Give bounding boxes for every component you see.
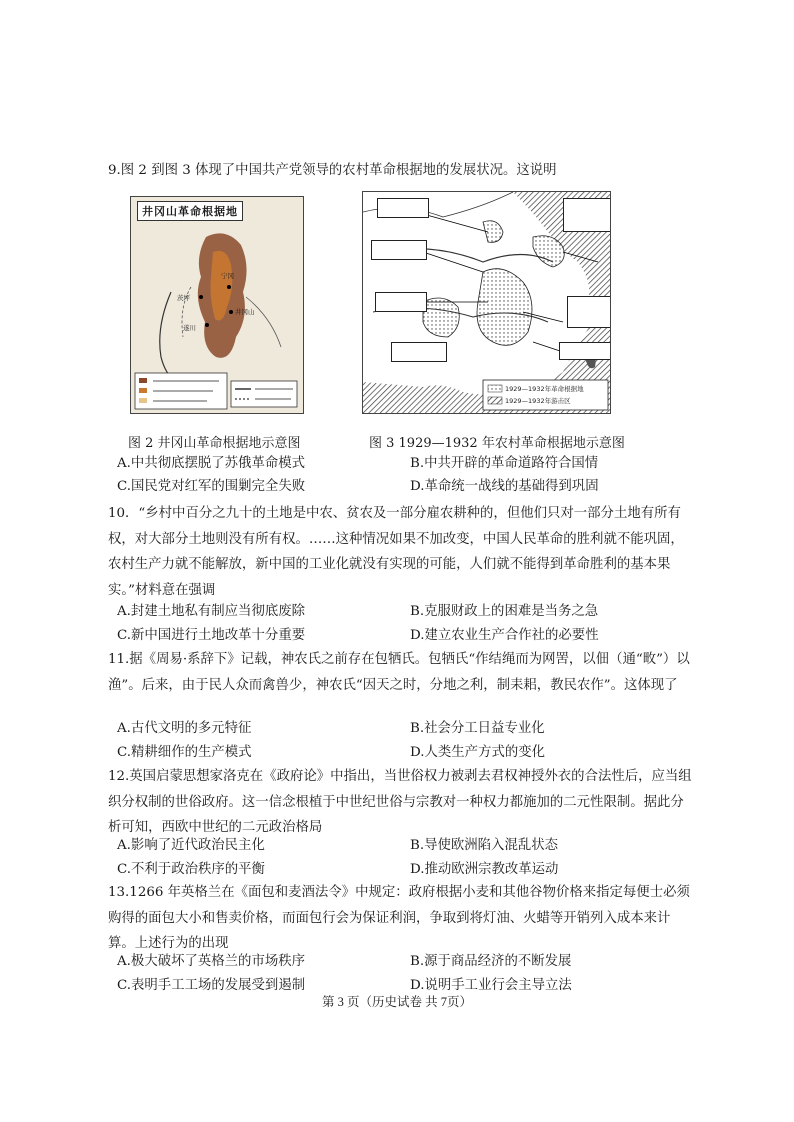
q9-option-d[interactable]: D.革命统一战线的基础得到巩固 xyxy=(410,479,599,494)
page-footer: 第 3 页（历史试卷 共 7页） xyxy=(321,995,472,1009)
q9-option-c[interactable]: C.国民党对红军的围剿完全失败 xyxy=(117,479,306,494)
q13-option-c[interactable]: C.表明手工工场的发展受到遏制 xyxy=(117,978,306,993)
map-label-place: 宁冈 xyxy=(221,272,234,280)
q13-option-a[interactable]: A.极大破坏了英格兰的市场秩序 xyxy=(117,954,306,969)
q10-option-b[interactable]: B.克服财政上的困难是当务之急 xyxy=(410,604,599,619)
map-callout-box xyxy=(375,292,427,312)
map-callout-box xyxy=(391,342,447,362)
map-label-place: 井冈山 xyxy=(235,308,255,316)
q12-option-b[interactable]: B.导使欧洲陷入混乱状态 xyxy=(410,838,559,853)
map-label-place: 遂川 xyxy=(183,324,196,332)
map-title: 井冈山革命根据地 xyxy=(137,201,243,221)
q10-option-d[interactable]: D.建立农业生产合作社的必要性 xyxy=(410,628,599,643)
question-12-stem: 12.英国启蒙思想家洛克在《政府论》中指出，当世俗权力被剥去君权神授外衣的合法性后，应当组织分权制的世俗政府。这一信念根植于中世纪世俗与宗教对一种权力都施加的二元性限制。据此分析可知，西欧中世纪的二元政治格局 xyxy=(108,769,692,835)
q11-option-c[interactable]: C.精耕细作的生产模式 xyxy=(117,745,252,760)
q12-option-d[interactable]: D.推动欧洲宗教改革运动 xyxy=(410,862,559,877)
question-11-stem: 11.据《周易·系辞下》记载，神农氏之前存在包牺氏。包牺氏“作结绳而为网罟，以佃（通“畋”）以渔”。后来，由于民人众而禽兽少，神农氏“因天之时，分地之利，制耒耜，教民农作”。这体现了 xyxy=(108,652,690,693)
map-label-place: 茨坪 xyxy=(177,294,190,302)
map-callout-box xyxy=(371,240,427,260)
q10-option-a[interactable]: A.封建土地私有制应当彻底废除 xyxy=(117,604,306,619)
question-13-stem: 13.1266 年英格兰在《面包和麦酒法令》中规定：政府根据小麦和其他谷物价格来指定每便士必须购得的面包大小和售卖价格，而面包行会为保证利润，争取到将灯油、火蜡等开销列入成本来计算。上述行为的出现 xyxy=(108,885,690,951)
q11-option-d[interactable]: D.人类生产方式的变化 xyxy=(410,745,546,760)
figure-2-caption: 图 2 井冈山革命根据地示意图 xyxy=(128,436,301,451)
q13-option-d[interactable]: D.说明手工业行会主导立法 xyxy=(410,978,572,993)
map-callout-box xyxy=(563,198,611,232)
q11-option-a[interactable]: A.古代文明的多元特征 xyxy=(117,721,252,736)
q9-option-a[interactable]: A.中共彻底摆脱了苏俄革命模式 xyxy=(117,456,306,471)
q11-option-b[interactable]: B.社会分工日益专业化 xyxy=(410,721,545,736)
jinggangshan-map-image xyxy=(131,197,303,413)
question-10-stem: 10．“乡村中百分之九十的土地是中农、贫农及一部分雇农耕种的，但他们只对一部分土地有所有权，对大部分土地则没有所有权。……这种情况如果不加改变，中国人民革命的胜利就不能巩固，农村生产力就不能解放，新中国的工业化就没有实现的可能，人们就不能得到革命胜利的基本果实。”材料意在强调 xyxy=(108,506,684,598)
map-callout-box xyxy=(377,198,429,218)
figure-3-map xyxy=(362,191,611,414)
map-callout-box xyxy=(567,296,611,328)
map-callout-box xyxy=(559,342,611,360)
figure-3-caption: 图 3 1929—1932 年农村革命根据地示意图 xyxy=(369,436,625,451)
legend-guerrilla-area-label: 1929—1932年游击区 xyxy=(505,397,571,405)
q12-option-c[interactable]: C.不利于政治秩序的平衡 xyxy=(117,862,265,877)
question-9-stem: 9.图 2 到图 3 体现了中国共产党领导的农村革命根据地的发展状况。这说明 xyxy=(108,163,557,178)
legend-base-area-label: 1929—1932年革命根据地 xyxy=(505,385,584,393)
q12-option-a[interactable]: A.影响了近代政治民主化 xyxy=(117,838,265,853)
q9-option-b[interactable]: B.中共开辟的革命道路符合国情 xyxy=(410,456,599,471)
q13-option-b[interactable]: B.源于商品经济的不断发展 xyxy=(410,954,572,969)
figure-2-map xyxy=(130,196,304,414)
q10-option-c[interactable]: C.新中国进行土地改革十分重要 xyxy=(117,628,306,643)
